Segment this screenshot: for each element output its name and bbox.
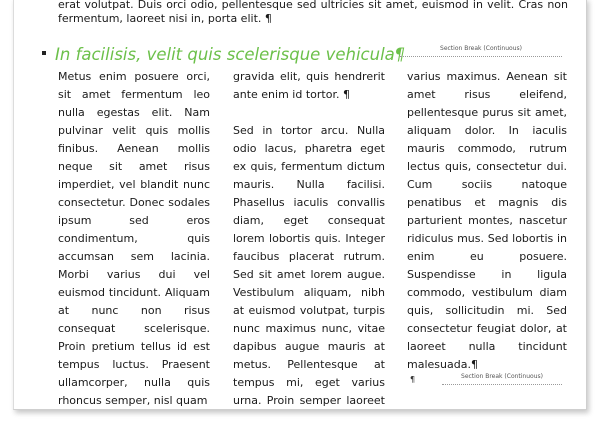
end-paragraph-mark: ¶ — [410, 375, 416, 384]
text-column-2[interactable] — [233, 68, 385, 410]
column-1-paragraph[interactable]: Metus enim posuere orci, sit amet fermentum leo nulla egestas elit. Nam pulvinar velit quis mollis finibus. Aenean mollis neque sit amet risus imperdiet, vel blandit nunc consectetur. Donec sodales ipsum sed eros condimentum, quis accumsan sem lacinia. Morbi varius dui vel euismod tincidunt. Aliquam at nunc non risus consequat scelerisque. Proin pretium tellus id est tempus luctus. Praesent ullamcorper, nulla quis rhoncus semper, nisl quam — [58, 70, 210, 407]
column-2-paragraph-b[interactable]: Sed in tortor arcu. Nulla odio lacus, pharetra eget ex quis, fermentum dictum mauris. Nulla facilisi. Phasellus iaculis convallis diam, eget consequat lorem lobortis quis. Integer faucibus placerat rutrum. Sed sit amet lorem augue. Vestibulum aliquam, nibh at euismod volutpat, turpis nunc maximus nunc, vitae dapibus augue mauris at metus. Pellentesque at tempus mi, eget varius urna. Proin semper laoreet — [233, 124, 385, 407]
section-break-bottom — [442, 373, 562, 385]
preceding-line-end[interactable]: fermentum, laoreet nisi in, porta elit. ¶ — [58, 12, 272, 25]
text-column-1[interactable] — [58, 68, 210, 410]
section-break-top — [400, 45, 562, 57]
keep-with-next-bullet-icon — [42, 51, 46, 55]
preceding-paragraph[interactable] — [58, 0, 568, 28]
section-break-top-label: Section Break (Continuous) — [437, 45, 525, 53]
column-3-paragraph[interactable]: varius maximus. Aenean sit amet risus eleifend, pellentesque purus sit amet, aliquam dolor. In iaculis mauris commodo, rutrum lectus quis, consectetur dui. Cum sociis natoque penatibus et magnis dis parturient montes, nascetur ridiculus mus. Sed lobortis in enim eu posuere. Suspendisse in ligula commodo, vestibulum diam quis, sollicitudin mi. Sed consectetur feugiat dolor, at laoreet nulla tincidunt malesuada.¶ — [407, 70, 567, 371]
section-heading[interactable]: In facilisis, velit quis scelerisque vehicula¶ — [55, 45, 406, 64]
text-column-3[interactable] — [407, 68, 567, 374]
section-break-bottom-label: Section Break (Continuous) — [458, 373, 546, 381]
preceding-line-partial[interactable]: erat volutpat. Duis orci odio, pellentesque sed ultricies sit amet, euismod in velit. Cras non — [58, 0, 568, 10]
document-page[interactable] — [13, 0, 587, 410]
column-2-paragraph-a[interactable]: gravida elit, quis hendrerit ante enim id tortor. ¶ — [233, 70, 385, 101]
